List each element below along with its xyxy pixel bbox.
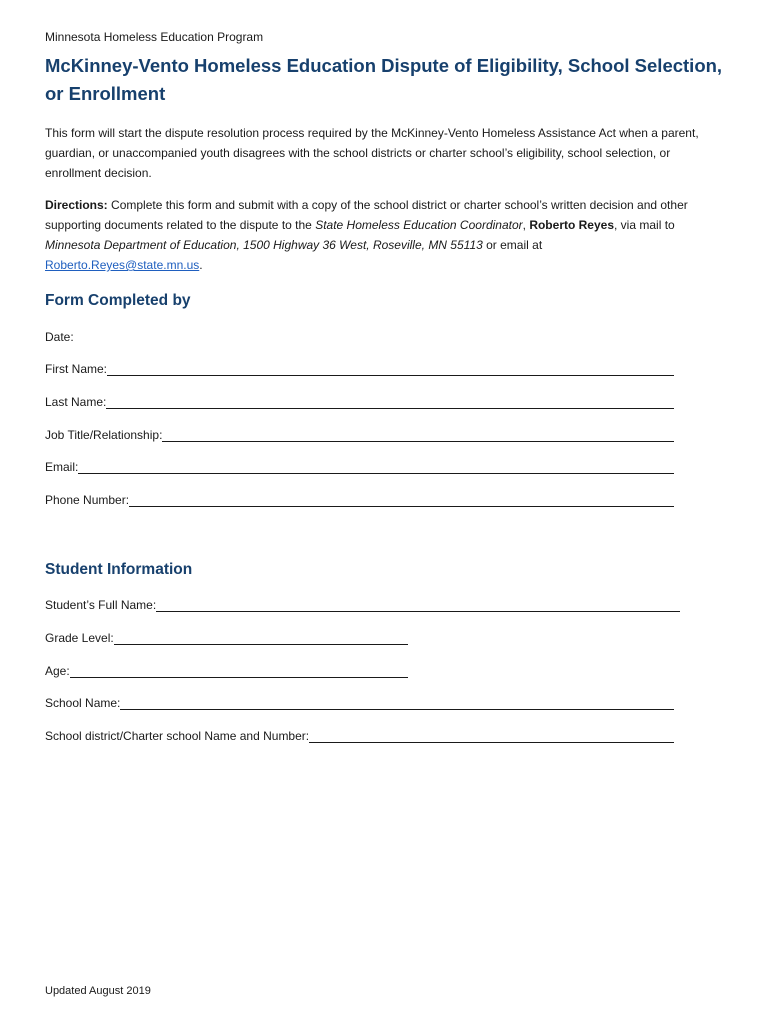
first-name-field[interactable] (45, 362, 674, 376)
last-name-label: Last Name: (45, 395, 107, 409)
email-field[interactable] (45, 460, 674, 474)
phone-label: Phone Number: (45, 493, 130, 507)
first-name-line[interactable] (107, 362, 674, 376)
school-district-line[interactable] (309, 729, 674, 743)
phone-line[interactable] (129, 493, 674, 507)
program-name: Minnesota Homeless Education Program (45, 30, 264, 44)
directions-paragraph (45, 195, 715, 275)
job-title-field[interactable] (45, 428, 674, 442)
coordinator-name: Roberto Reyes (529, 218, 615, 232)
job-title-line[interactable] (162, 428, 674, 442)
directions-label: Directions: (45, 198, 108, 212)
job-title-label: Job Title/Relationship: (45, 428, 163, 442)
form-completed-heading: Form Completed by (45, 292, 191, 309)
grade-level-label: Grade Level: (45, 631, 114, 645)
age-label: Age: (45, 664, 70, 678)
last-name-line[interactable] (106, 395, 674, 409)
student-information-heading: Student Information (45, 561, 193, 578)
grade-level-field[interactable] (45, 631, 408, 645)
age-line[interactable] (70, 664, 408, 678)
directions-email-text: or email at (482, 238, 543, 252)
directions-end: . (199, 258, 203, 272)
school-district-field[interactable] (45, 729, 674, 743)
phone-field[interactable] (45, 493, 674, 507)
school-district-label: School district/Charter school Name and Number: (45, 729, 310, 743)
student-full-name-field[interactable] (45, 598, 680, 612)
footer-updated: Updated August 2019 (45, 985, 151, 997)
email-label: Email: (45, 460, 79, 474)
email-line[interactable] (78, 460, 674, 474)
mailing-address: Minnesota Department of Education, 1500 Highway 36 West, Roseville, MN 55113 (45, 238, 483, 252)
page-title: McKinney-Vento Homeless Education Dispute of Eligibility, School Selection, or Enrollment (45, 55, 723, 104)
last-name-field[interactable] (45, 395, 674, 409)
intro-paragraph: This form will start the dispute resolution process required by the McKinney-Vento Homeless Assistance Act when a parent, guardian, or unaccompanied youth disagrees with the school districts or charter school’s eligibility, school selection, or enrollment decision. (45, 126, 699, 180)
directions-text: Complete this form and submit with a copy of the school district or charter school’s written decision and other supporting documents related to the dispute to the (45, 198, 688, 232)
first-name-label: First Name: (45, 362, 108, 376)
age-field[interactable] (45, 664, 408, 678)
directions-via-mail: , via mail to (614, 218, 675, 232)
school-name-field[interactable] (45, 696, 674, 710)
coordinator-title: State Homeless Education Coordinator (315, 218, 523, 232)
student-full-name-label: Student’s Full Name: (45, 598, 157, 612)
school-name-line[interactable] (120, 696, 674, 710)
grade-level-line[interactable] (114, 631, 408, 645)
student-full-name-line[interactable] (156, 598, 680, 612)
school-name-label: School Name: (45, 696, 121, 710)
email-link[interactable]: Roberto.Reyes@state.mn.us (45, 258, 200, 272)
directions-separator: , (522, 218, 530, 232)
date-label: Date: (45, 330, 74, 344)
